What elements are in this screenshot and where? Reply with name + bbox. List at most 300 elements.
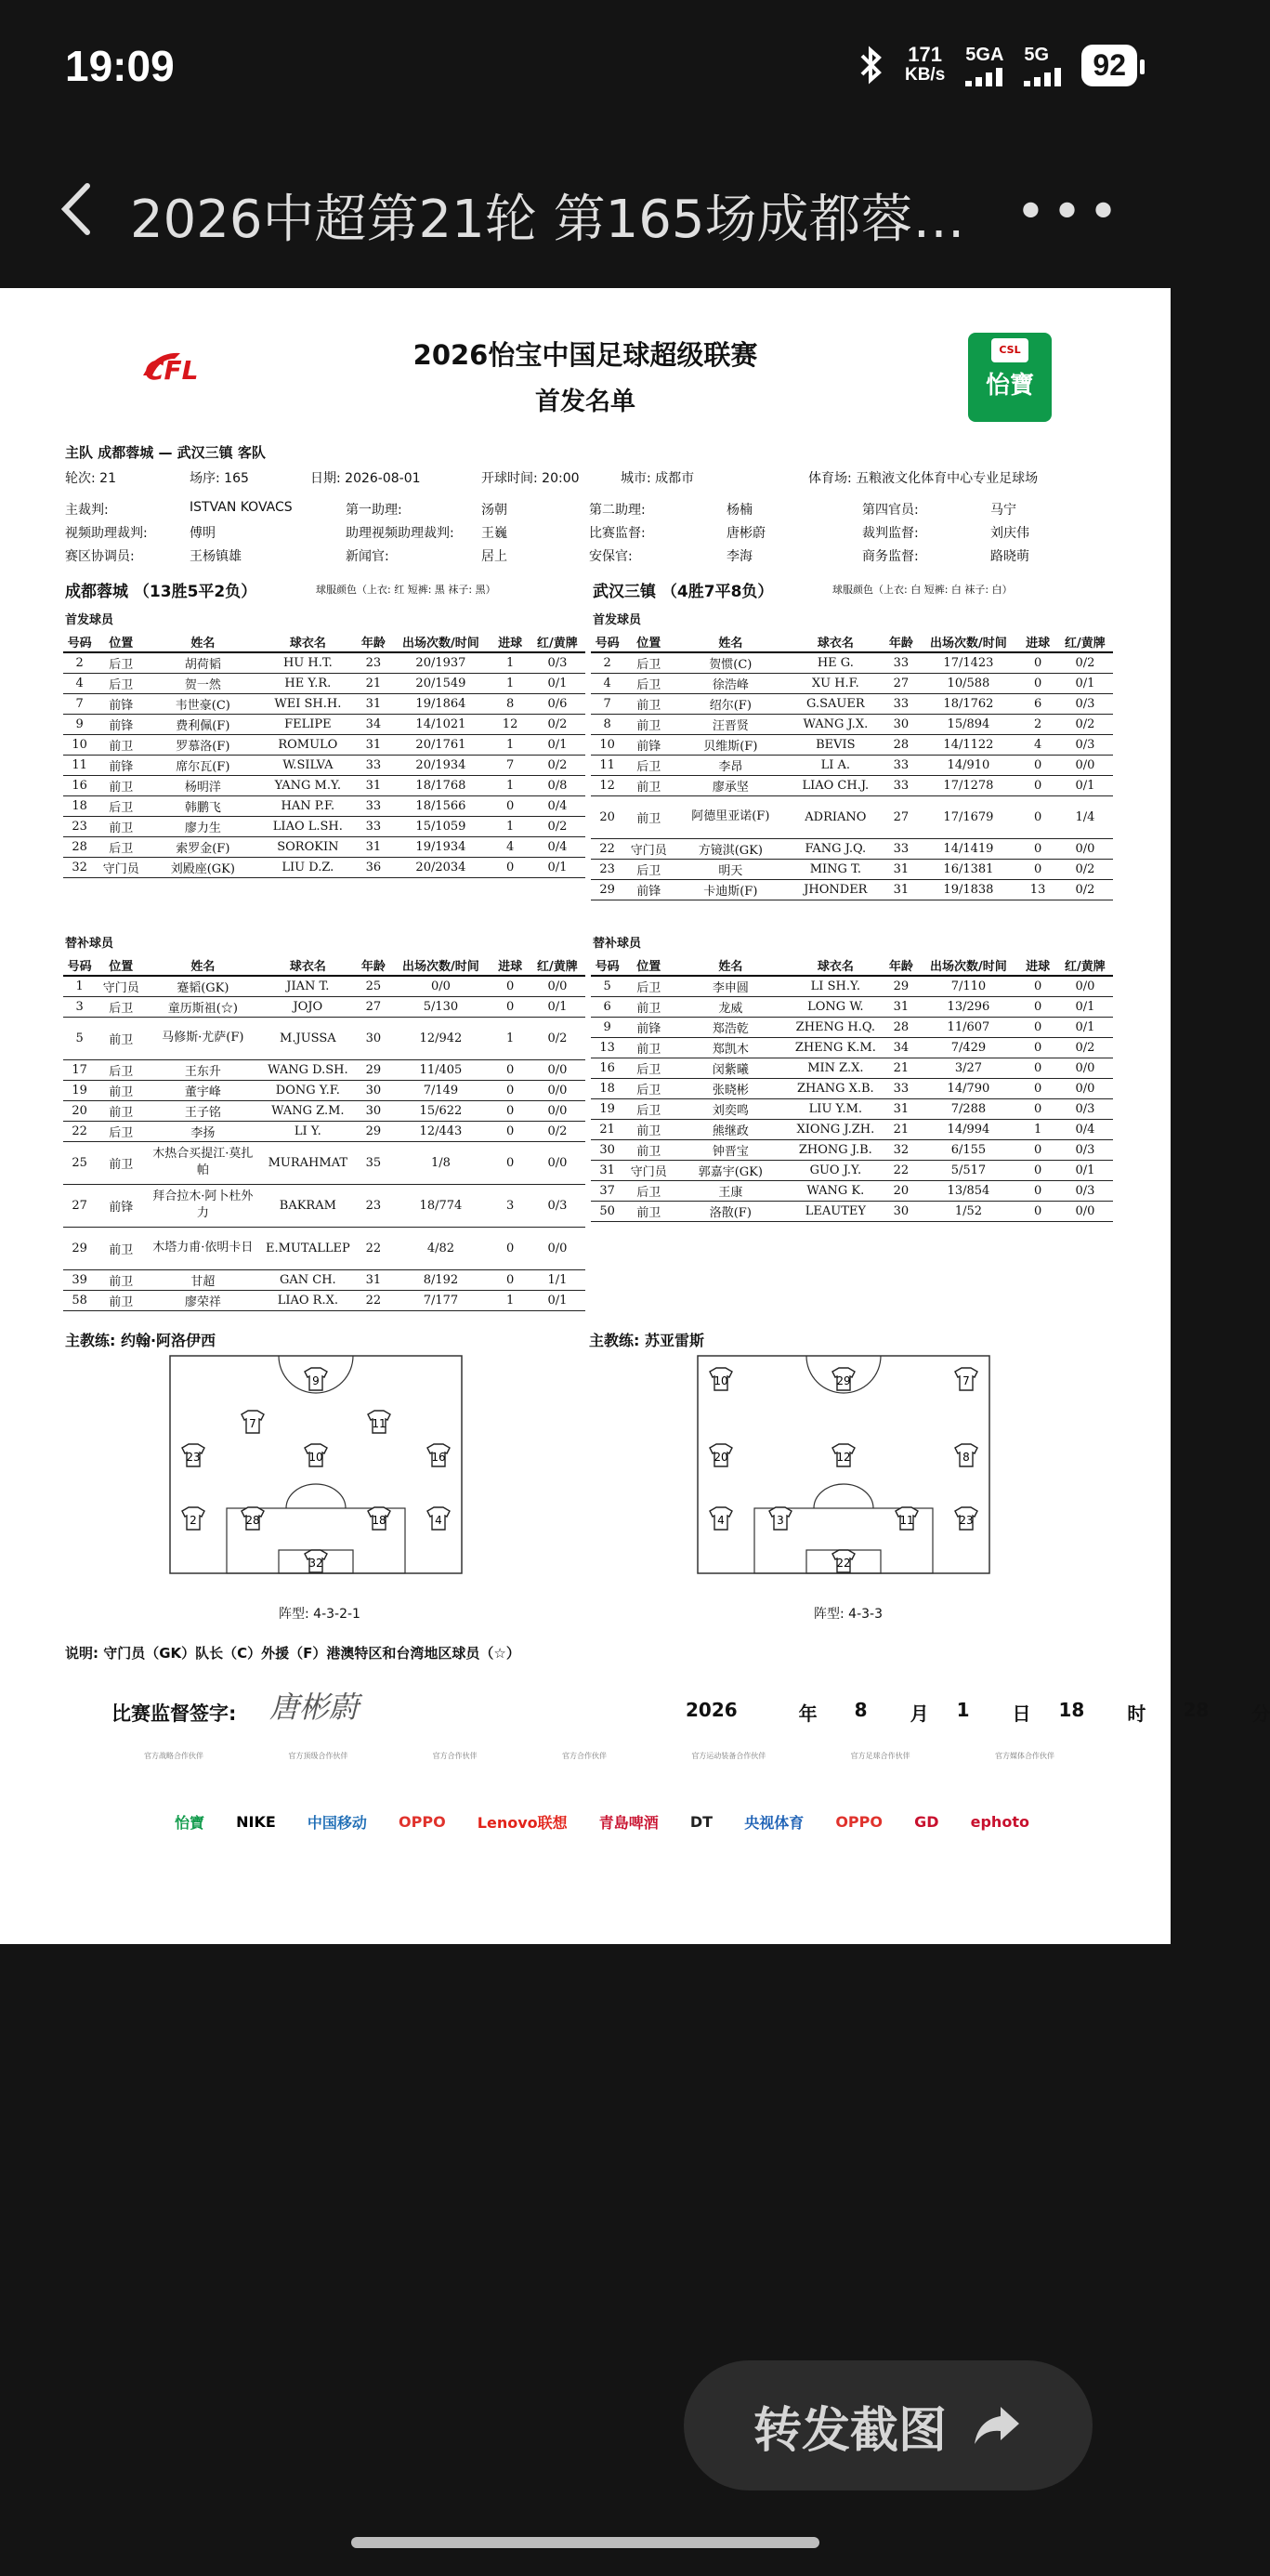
table-cell: E.MUTALLEP: [260, 1227, 357, 1269]
date-part: 28: [1183, 1699, 1210, 1721]
svg-text:4: 4: [435, 1514, 442, 1527]
column-header: 出场次数/时间: [919, 955, 1019, 976]
table-cell: 0/0: [530, 1227, 585, 1269]
sponsor-logo: ephoto: [970, 1812, 1029, 1831]
table-cell: 27: [884, 795, 918, 838]
table-cell: 前卫: [623, 1201, 674, 1221]
table-cell: 前卫: [623, 775, 674, 795]
table-cell: 后卫: [623, 755, 674, 775]
table-cell: 31: [884, 879, 918, 900]
table-cell: 4: [491, 836, 529, 857]
table-row: [591, 1037, 1113, 1058]
table-cell: 0/2: [530, 755, 585, 775]
table-cell: 21: [591, 1119, 623, 1139]
table-cell: 4: [1018, 734, 1056, 755]
table-cell: 33: [884, 838, 918, 859]
column-header: 位置: [623, 632, 674, 652]
sponsor-logo: 青島啤酒: [598, 1813, 659, 1832]
table-cell: 20/1937: [391, 652, 491, 673]
column-header: 年龄: [356, 955, 390, 976]
table-row: [63, 734, 585, 755]
table-cell: 14/910: [919, 755, 1019, 775]
table-cell: 0/0: [1057, 976, 1113, 996]
table-cell: ZHANG X.B.: [788, 1078, 884, 1098]
table-cell: WANG J.X.: [788, 714, 884, 734]
table-cell: 0: [491, 1141, 529, 1184]
table-cell: 钟晋宝: [674, 1139, 787, 1160]
table-cell: 后卫: [96, 795, 146, 816]
table-cell: 前卫: [623, 996, 674, 1017]
table-cell: 30: [356, 1017, 390, 1059]
table-cell: 0: [1018, 1160, 1056, 1180]
table-cell: 18/1762: [919, 693, 1019, 714]
table-cell: 7/149: [391, 1080, 491, 1100]
table-cell: 前卫: [96, 1141, 146, 1184]
table-cell: 0: [491, 1080, 529, 1100]
table-cell: 汪晋贤: [674, 714, 787, 734]
table-cell: 王康: [674, 1180, 787, 1201]
table-cell: 前锋: [96, 755, 146, 775]
table-cell: 9: [591, 1017, 623, 1037]
table-cell: XU H.F.: [788, 673, 884, 693]
table-cell: 33: [356, 816, 390, 836]
away-formation: 阵型: 4-3-3: [814, 1607, 883, 1622]
table-cell: 30: [356, 1100, 390, 1121]
official-name: 王巍: [481, 526, 507, 541]
table-cell: 明天: [674, 859, 787, 879]
table-cell: 李申圆: [674, 976, 787, 996]
table-row: [63, 693, 585, 714]
table-cell: 14/1419: [919, 838, 1019, 859]
table-row: [591, 1017, 1113, 1037]
table-cell: 30: [884, 1201, 918, 1221]
table-cell: 后卫: [96, 836, 146, 857]
csl-logo: CSL 怡寶: [968, 333, 1052, 422]
home-colors: 球服颜色（上衣: 红 短裤: 黑 袜子: 黑）: [316, 584, 496, 596]
table-cell: 0: [1018, 1078, 1056, 1098]
table-cell: 35: [356, 1141, 390, 1184]
away-subs-table: [591, 955, 1113, 1222]
table-cell: 后卫: [623, 1058, 674, 1078]
table-cell: 16: [591, 1058, 623, 1078]
table-cell: 廖荣祥: [146, 1290, 259, 1310]
table-cell: 0: [1018, 1201, 1056, 1221]
table-cell: 13: [591, 1037, 623, 1058]
away-starters-table: [591, 632, 1113, 900]
column-header: 号码: [591, 632, 623, 652]
svg-text:20: 20: [714, 1451, 728, 1464]
table-cell: 前卫: [623, 714, 674, 734]
table-cell: 闵紫曦: [674, 1058, 787, 1078]
column-header: 球衣名: [260, 632, 357, 652]
table-cell: 29: [63, 1227, 96, 1269]
table-cell: 廖承坚: [674, 775, 787, 795]
net-speed: 171 KB/s: [904, 43, 946, 85]
table-cell: 郭嘉宇(GK): [674, 1160, 787, 1180]
table-cell: HE G.: [788, 652, 884, 673]
table-cell: 29: [356, 1121, 390, 1141]
table-cell: 4/82: [391, 1227, 491, 1269]
date-part: 年: [798, 1702, 818, 1725]
table-cell: 0/1: [1057, 775, 1113, 795]
table-cell: 7/429: [919, 1037, 1019, 1058]
table-cell: 11/607: [919, 1017, 1019, 1037]
sponsor-logo: Lenovo联想: [477, 1813, 568, 1832]
date-part: 月: [910, 1702, 929, 1725]
table-cell: 0/1: [1057, 673, 1113, 693]
table-cell: 杨明洋: [146, 775, 259, 795]
table-cell: 3: [63, 996, 96, 1017]
official-name: 王杨镇雄: [190, 549, 242, 564]
sponsor-logos: [175, 1794, 1029, 1849]
svg-text:32: 32: [308, 1557, 323, 1570]
table-cell: 前卫: [96, 816, 146, 836]
table-cell: 前卫: [96, 1080, 146, 1100]
svg-text:29: 29: [836, 1374, 851, 1387]
table-cell: 0/0: [1057, 838, 1113, 859]
signal-bars-icon: [965, 66, 1002, 86]
table-cell: LI SH.Y.: [788, 976, 884, 996]
table-cell: 0/0: [1057, 1078, 1113, 1098]
table-cell: 20/1934: [391, 755, 491, 775]
table-cell: 20: [63, 1100, 96, 1121]
table-row: [63, 652, 585, 673]
table-cell: 0: [1018, 859, 1056, 879]
legend-note: 说明: 守门员（GK）队长（C）外援（F）港澳特区和台湾地区球员（☆）: [65, 1645, 520, 1662]
column-header: 进球: [1018, 955, 1056, 976]
table-cell: MING T.: [788, 859, 884, 879]
table-cell: 0/2: [1057, 1037, 1113, 1058]
table-row: [63, 1100, 585, 1121]
table-cell: 0/0: [530, 1100, 585, 1121]
table-cell: 12/942: [391, 1017, 491, 1059]
column-header: 位置: [96, 632, 146, 652]
doc-title: 2026怡宝中国足球超级联赛: [412, 339, 758, 371]
table-cell: HU H.T.: [260, 652, 357, 673]
table-cell: 1/8: [391, 1141, 491, 1184]
table-cell: 50: [591, 1201, 623, 1221]
table-row: [63, 775, 585, 795]
table-cell: 守门员: [96, 976, 146, 996]
sponsor-logo: 中国移动: [307, 1813, 367, 1832]
table-cell: DONG Y.F.: [260, 1080, 357, 1100]
svg-text:CFL: CFL: [145, 355, 199, 386]
table-cell: 18/774: [391, 1184, 491, 1227]
official-name: ISTVAN KOVACS: [190, 500, 293, 515]
table-cell: 1: [491, 775, 529, 795]
column-header: 球衣名: [788, 632, 884, 652]
table-cell: 0: [491, 996, 529, 1017]
table-cell: 0/0: [530, 976, 585, 996]
column-header: 球衣名: [260, 955, 357, 976]
back-arrow-icon[interactable]: [46, 177, 111, 242]
column-header: 号码: [591, 955, 623, 976]
table-cell: 童历斯祖(☆): [146, 996, 259, 1017]
column-header: 出场次数/时间: [919, 632, 1019, 652]
table-cell: 29: [356, 1059, 390, 1080]
table-cell: 0/2: [530, 1121, 585, 1141]
table-cell: 王东升: [146, 1059, 259, 1080]
table-cell: 19/1864: [391, 693, 491, 714]
table-cell: 33: [884, 652, 918, 673]
signal-2: 5G: [1024, 45, 1061, 86]
table-cell: 1: [491, 1290, 529, 1310]
table-cell: 阿德里亚诺(F): [674, 795, 787, 838]
table-cell: JOJO: [260, 996, 357, 1017]
official-name: 杨楠: [727, 503, 753, 518]
table-cell: 20/2034: [391, 857, 491, 877]
table-cell: 费利佩(F): [146, 714, 259, 734]
table-cell: 31: [884, 996, 918, 1017]
table-cell: 30: [591, 1139, 623, 1160]
table-cell: 后卫: [96, 652, 146, 673]
partner-label: 官方合作伙伴: [561, 1752, 607, 1760]
table-cell: ADRIANO: [788, 795, 884, 838]
away-coach: 主教练: 苏亚雷斯: [589, 1332, 704, 1349]
table-cell: 索罗金(F): [146, 836, 259, 857]
table-cell: 0/6: [530, 693, 585, 714]
official-role: 第一助理:: [346, 503, 402, 518]
table-cell: 4: [63, 673, 96, 693]
table-row: [63, 1080, 585, 1100]
table-cell: 0/1: [530, 996, 585, 1017]
table-cell: 25: [63, 1141, 96, 1184]
column-header: 出场次数/时间: [391, 955, 491, 976]
table-cell: 5/517: [919, 1160, 1019, 1180]
table-cell: 3: [491, 1184, 529, 1227]
table-cell: 14/1122: [919, 734, 1019, 755]
table-cell: 韩鹏飞: [146, 795, 259, 816]
table-cell: 前卫: [623, 1037, 674, 1058]
home-indicator[interactable]: [351, 2537, 819, 2548]
table-cell: 0/1: [530, 857, 585, 877]
date-part: 日: [1012, 1702, 1031, 1725]
table-cell: 5: [63, 1017, 96, 1059]
table-cell: 胡荷韬: [146, 652, 259, 673]
sponsor-logo: GD: [914, 1812, 939, 1831]
share-arrow-icon: [971, 2403, 1023, 2448]
table-cell: 0: [1018, 1037, 1056, 1058]
title-bar: [0, 130, 1171, 288]
table-cell: 8: [491, 693, 529, 714]
column-header: 进球: [491, 955, 529, 976]
svg-text:9: 9: [312, 1374, 320, 1387]
table-cell: 后卫: [623, 652, 674, 673]
table-cell: 9: [63, 714, 96, 734]
table-cell: 甘超: [146, 1269, 259, 1290]
more-options-icon[interactable]: •••: [1015, 182, 1124, 243]
table-cell: 前卫: [96, 775, 146, 795]
partner-label: 官方足球合作伙伴: [850, 1752, 910, 1760]
table-cell: 董宇峰: [146, 1080, 259, 1100]
table-cell: FANG J.Q.: [788, 838, 884, 859]
table-cell: 守门员: [623, 1160, 674, 1180]
official-name: 居上: [481, 549, 507, 564]
table-cell: HE Y.R.: [260, 673, 357, 693]
table-cell: 16/1381: [919, 859, 1019, 879]
table-cell: 熊继政: [674, 1119, 787, 1139]
signal-bars-icon: [1024, 66, 1061, 86]
table-cell: 0: [491, 1227, 529, 1269]
table-cell: 0/4: [1057, 1119, 1113, 1139]
table-cell: 17: [63, 1059, 96, 1080]
share-screenshot-button[interactable]: [684, 2360, 1093, 2491]
table-cell: ZHONG J.B.: [788, 1139, 884, 1160]
round: 轮次: 21: [65, 471, 116, 486]
table-cell: WANG K.: [788, 1180, 884, 1201]
table-cell: 27: [884, 673, 918, 693]
table-cell: JHONDER: [788, 879, 884, 900]
table-row: [591, 734, 1113, 755]
table-cell: 20/1549: [391, 673, 491, 693]
date-part: 1: [956, 1699, 970, 1721]
table-cell: 1: [1018, 1119, 1056, 1139]
table-cell: GAN CH.: [260, 1269, 357, 1290]
table-cell: 39: [63, 1269, 96, 1290]
table-cell: 1: [491, 652, 529, 673]
svg-text:18: 18: [372, 1514, 386, 1527]
sponsor-logo: DT: [689, 1812, 714, 1831]
table-cell: 后卫: [96, 1059, 146, 1080]
table-cell: 0: [1018, 976, 1056, 996]
table-cell: ZHENG K.M.: [788, 1037, 884, 1058]
table-row: [63, 857, 585, 877]
table-cell: 30: [884, 714, 918, 734]
table-cell: 廖力生: [146, 816, 259, 836]
official-name: 傅明: [190, 526, 216, 541]
table-cell: 0/2: [1057, 714, 1113, 734]
table-cell: 32: [884, 1139, 918, 1160]
table-cell: 2: [1018, 714, 1056, 734]
table-cell: 11/405: [391, 1059, 491, 1080]
table-cell: 31: [884, 859, 918, 879]
table-cell: 7: [63, 693, 96, 714]
table-cell: 洛散(F): [674, 1201, 787, 1221]
table-cell: 28: [884, 734, 918, 755]
table-cell: 17/1423: [919, 652, 1019, 673]
svg-text:2: 2: [190, 1514, 197, 1527]
table-cell: 1/52: [919, 1201, 1019, 1221]
table-row: [591, 1139, 1113, 1160]
table-row: [591, 652, 1113, 673]
table-cell: 5/130: [391, 996, 491, 1017]
table-cell: 0/2: [1057, 879, 1113, 900]
table-cell: 0/3: [1057, 1180, 1113, 1201]
table-cell: 31: [356, 836, 390, 857]
table-cell: 31: [356, 1269, 390, 1290]
table-cell: 郑浩乾: [674, 1017, 787, 1037]
table-cell: 31: [356, 775, 390, 795]
away-colors: 球服颜色（上衣: 白 短裤: 白 袜子: 白）: [832, 584, 1013, 596]
table-cell: 前卫: [96, 1269, 146, 1290]
table-cell: 后卫: [96, 996, 146, 1017]
official-role: 赛区协调员:: [65, 549, 135, 564]
table-cell: 14/1021: [391, 714, 491, 734]
column-header: 出场次数/时间: [391, 632, 491, 652]
home-subs-label: 替补球员: [65, 937, 114, 951]
official-name: 路晓萌: [990, 549, 1029, 564]
table-cell: 31: [884, 1098, 918, 1119]
matchup: 主队 成都蓉城 — 武汉三镇 客队: [65, 444, 266, 461]
table-cell: 0/3: [1057, 693, 1113, 714]
home-team: 成都蓉城 （13胜5平2负）: [65, 583, 257, 601]
table-cell: 6: [591, 996, 623, 1017]
partner-label: 官方战略合作伙伴: [144, 1752, 203, 1760]
table-cell: FELIPE: [260, 714, 357, 734]
table-cell: BEVIS: [788, 734, 884, 755]
table-cell: 0: [1018, 652, 1056, 673]
table-cell: 后卫: [623, 1078, 674, 1098]
svg-text:10: 10: [308, 1451, 323, 1464]
table-row: [591, 693, 1113, 714]
table-cell: LIAO CH.J.: [788, 775, 884, 795]
table-cell: 后卫: [96, 673, 146, 693]
table-cell: 1: [63, 976, 96, 996]
table-cell: M.JUSSA: [260, 1017, 357, 1059]
table-cell: 0/3: [530, 1184, 585, 1227]
table-cell: 前卫: [623, 1119, 674, 1139]
lineup-sheet: [0, 288, 1270, 1944]
table-cell: XIONG J.ZH.: [788, 1119, 884, 1139]
table-row: [63, 1141, 585, 1184]
table-cell: 36: [356, 857, 390, 877]
table-cell: LIU Y.M.: [788, 1098, 884, 1119]
table-cell: LONG W.: [788, 996, 884, 1017]
table-cell: LI Y.: [260, 1121, 357, 1141]
table-row: [591, 755, 1113, 775]
table-row: [591, 1058, 1113, 1078]
date-part: 2026: [686, 1699, 738, 1721]
table-cell: 0: [1018, 1058, 1056, 1078]
table-row: [63, 1290, 585, 1310]
table-cell: LIAO R.X.: [260, 1290, 357, 1310]
table-cell: 前锋: [96, 714, 146, 734]
official-name: 李海: [727, 549, 753, 564]
table-cell: 21: [884, 1058, 918, 1078]
table-cell: 22: [63, 1121, 96, 1141]
svg-text:10: 10: [714, 1374, 728, 1387]
table-cell: 13: [1018, 879, 1056, 900]
column-header: 进球: [491, 632, 529, 652]
table-cell: 前锋: [96, 1184, 146, 1227]
date-part: 时: [1127, 1702, 1146, 1725]
table-cell: 20/1761: [391, 734, 491, 755]
table-cell: 29: [884, 976, 918, 996]
sponsor-logo: OPPO: [835, 1812, 883, 1831]
official-name: 汤朝: [481, 503, 507, 518]
table-row: [591, 1098, 1113, 1119]
table-cell: 0/0: [1057, 755, 1113, 775]
table-cell: 23: [591, 859, 623, 879]
official-name: 唐彬蔚: [727, 526, 766, 541]
svg-text:22: 22: [836, 1557, 851, 1570]
column-header: 球衣名: [788, 955, 884, 976]
table-cell: 0/1: [1057, 996, 1113, 1017]
table-cell: 郑凯木: [674, 1037, 787, 1058]
table-cell: 21: [884, 1119, 918, 1139]
table-cell: 贺一然: [146, 673, 259, 693]
table-cell: 罗慕洛(F): [146, 734, 259, 755]
table-cell: 18: [591, 1078, 623, 1098]
table-cell: 28: [63, 836, 96, 857]
table-cell: 0/3: [530, 652, 585, 673]
signal-1: 5GA: [965, 45, 1003, 86]
table-cell: 席尔瓦(F): [146, 755, 259, 775]
table-cell: 17/1278: [919, 775, 1019, 795]
table-cell: 0: [1018, 1098, 1056, 1119]
table-cell: 前卫: [96, 1290, 146, 1310]
table-cell: 8: [591, 714, 623, 734]
